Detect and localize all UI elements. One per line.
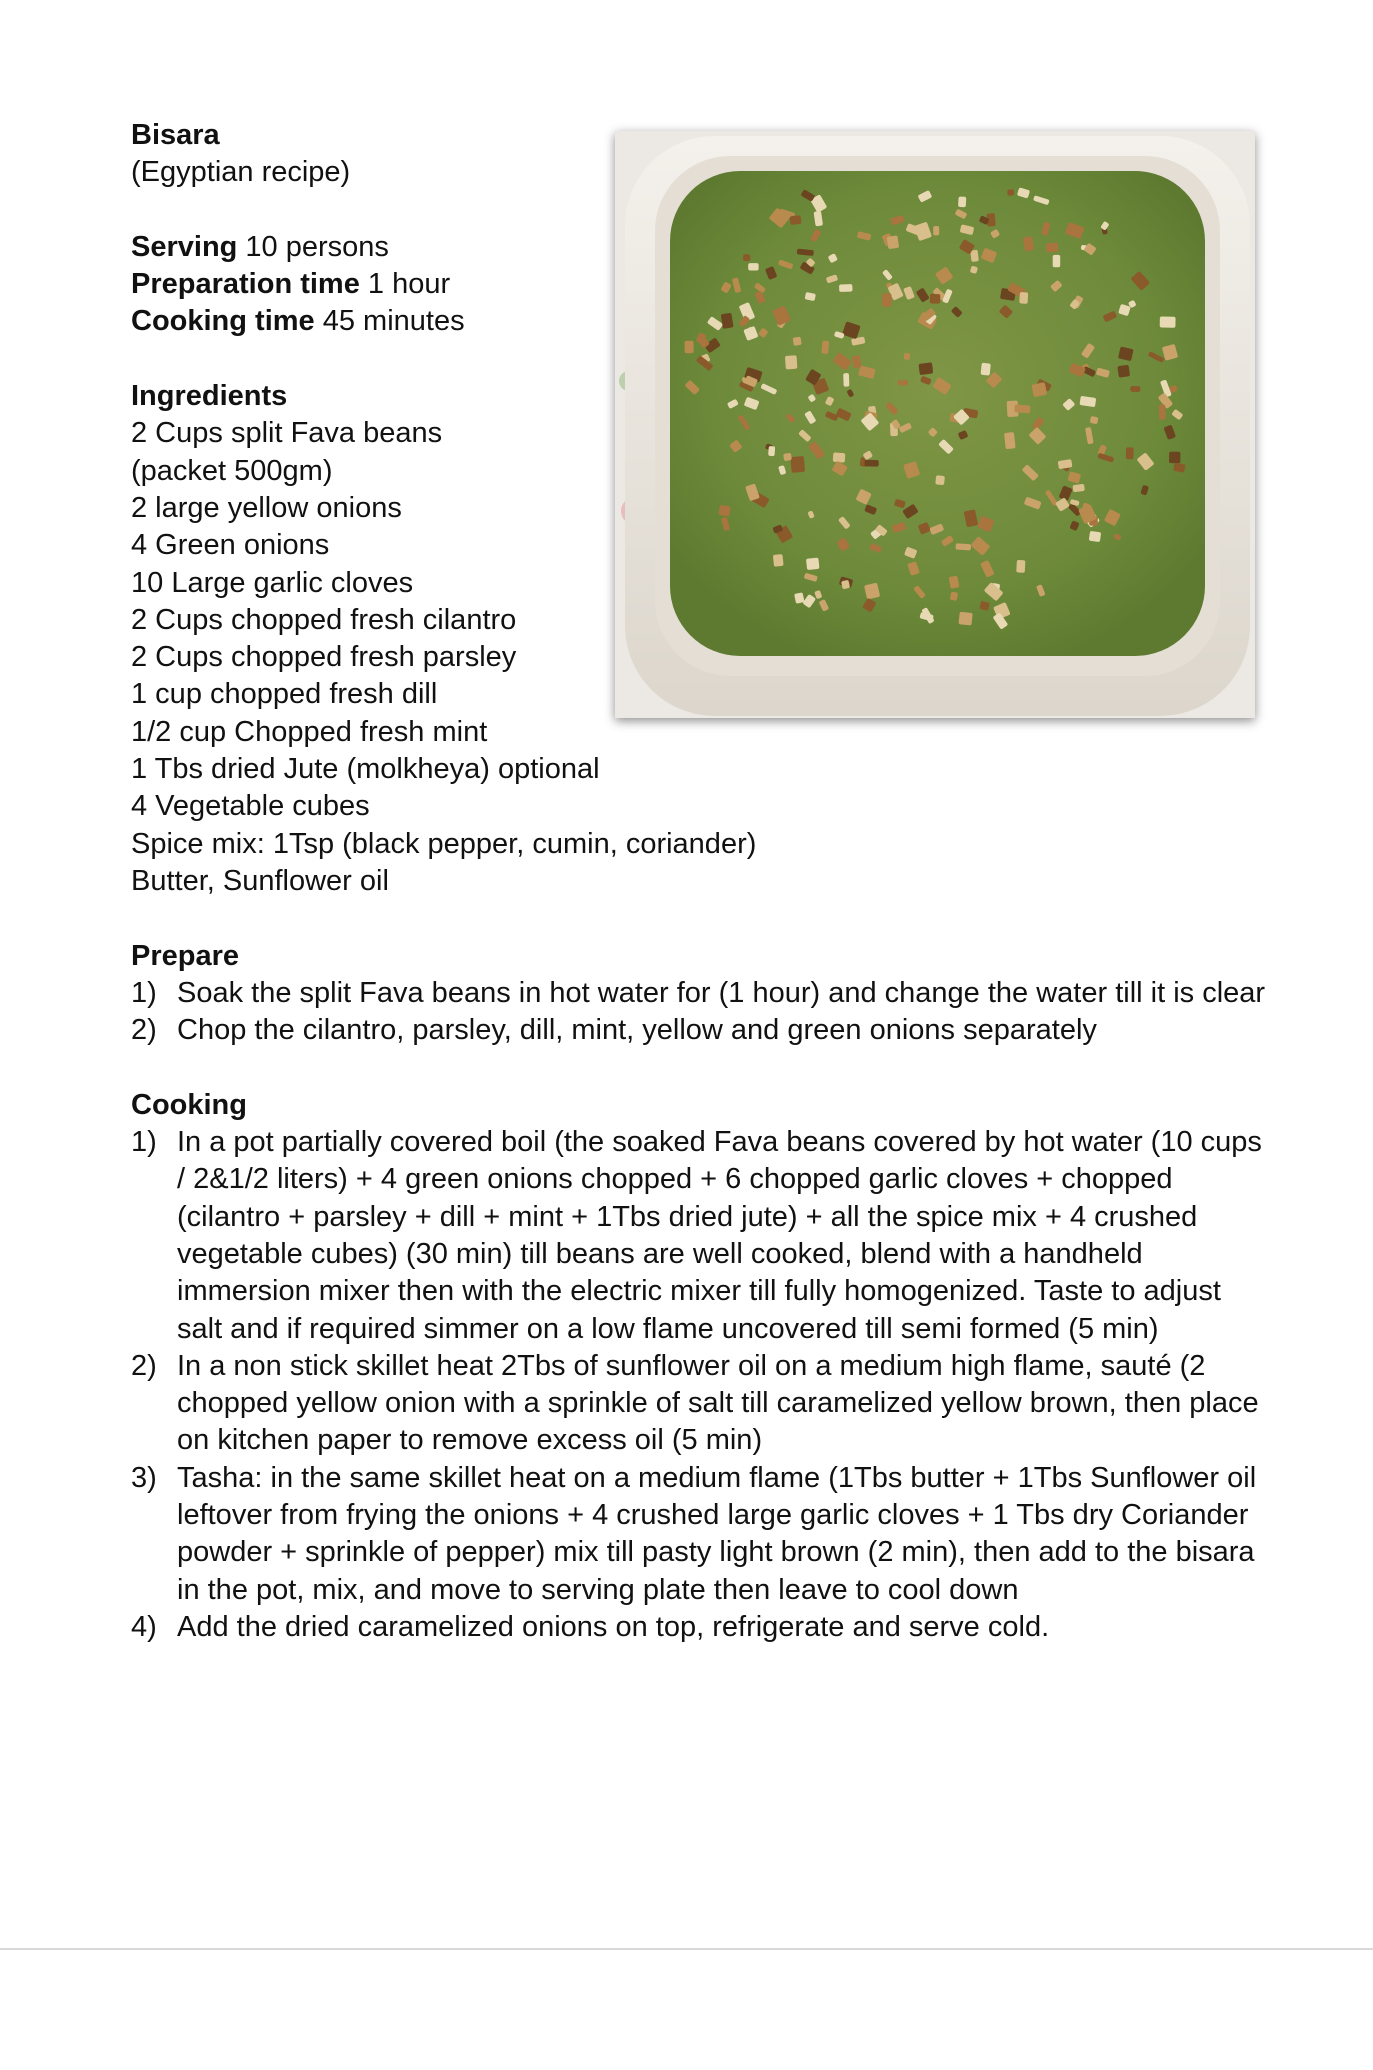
ingredient-item: 4 Green onions: [131, 529, 330, 562]
serving-value: 10 persons: [237, 230, 389, 263]
prep-time-value: 1 hour: [359, 268, 451, 301]
step-text: Add the dried caramelized onions on top, refrigerate and serve cold.: [177, 1610, 1050, 1643]
list-item: [131, 1012, 1271, 1049]
list-item: [131, 1348, 1271, 1460]
step-number: 1): [131, 1126, 157, 1159]
prepare-heading: Prepare: [131, 939, 240, 972]
recipe-title: Bisara: [131, 119, 220, 151]
page-bottom-edge: [0, 1948, 1373, 1950]
cook-time-label: Cooking time: [131, 305, 315, 338]
ingredient-item: 2 Cups chopped fresh cilantro: [131, 603, 517, 636]
step-number: 3): [131, 1461, 157, 1494]
ingredient-item: 10 Large garlic cloves: [131, 566, 414, 599]
prep-time-line: [131, 266, 1271, 303]
ingredients-list: [131, 415, 1271, 900]
list-item: [131, 1460, 1271, 1609]
list-item: [131, 1124, 1271, 1348]
ingredient-item: Butter, Sunflower oil: [131, 864, 389, 897]
list-item: [131, 1609, 1271, 1646]
step-text: Tasha: in the same skillet heat on a medium flame (1Tbs butter + 1Tbs Sunflower oil leftover from frying the onions + 4 crushed large garlic cloves + 1 Tbs dry Coriander powder + sprinkle of pepper) mix till pasty light brown (2 min), then add to the bisara in the pot, mix, and move to serving plate then leave to cool down: [177, 1461, 1257, 1606]
prepare-steps: [131, 975, 1271, 1050]
step-number: 1): [131, 976, 157, 1009]
ingredient-item: 2 large yellow onions: [131, 491, 402, 524]
step-number: 2): [131, 1349, 157, 1382]
cooking-steps: [131, 1124, 1271, 1646]
ingredient-item: 2 Cups split Fava beans: [131, 417, 443, 450]
prep-time-label: Preparation time: [131, 268, 360, 301]
ingredient-item: 1/2 cup Chopped fresh mint: [131, 715, 488, 748]
step-text: In a non stick skillet heat 2Tbs of sunflower oil on a medium high flame, sauté (2 chopped yellow onion with a sprinkle of salt till caramelized yellow brown, then place on kitchen paper to remove excess oil (5 min): [177, 1349, 1259, 1457]
ingredient-item: Spice mix: 1Tsp (black pepper, cumin, coriander): [131, 827, 757, 860]
step-number: 2): [131, 1014, 157, 1047]
recipe-text: [131, 117, 1271, 1646]
list-item: [131, 975, 1271, 1012]
recipe-subtitle: (Egyptian recipe): [131, 156, 351, 189]
cooking-heading: Cooking: [131, 1088, 247, 1121]
serving-line: [131, 229, 1271, 266]
ingredient-item: 1 cup chopped fresh dill: [131, 678, 438, 711]
cook-time-line: [131, 303, 1271, 340]
step-text: Chop the cilantro, parsley, dill, mint, yellow and green onions separately: [177, 1014, 1097, 1047]
step-text: Soak the split Fava beans in hot water for (1 hour) and change the water till it is clear: [177, 976, 1266, 1009]
step-number: 4): [131, 1610, 157, 1643]
ingredients-heading: Ingredients: [131, 380, 288, 413]
ingredient-item: 4 Vegetable cubes: [131, 790, 370, 823]
serving-label: Serving: [131, 230, 238, 263]
cook-time-value: 45 minutes: [314, 305, 465, 338]
ingredient-item: 2 Cups chopped fresh parsley: [131, 641, 517, 674]
step-text: In a pot partially covered boil (the soaked Fava beans covered by hot water (10 cups / 2&1/2 liters) + 4 green onions chopped + 6 chopped garlic cloves + chopped (cilantro + parsley + dill + mint + 1Tbs dried jute) + all the spice mix + 4 crushed vegetable cubes) (30 min) till beans are well cooked, blend with a handheld immersion mixer then with the electric mixer till fully homogenized. Taste to adjust salt and if required simmer on a low flame uncovered till semi formed (5 min): [177, 1126, 1262, 1345]
ingredient-item: (packet 500gm): [131, 454, 333, 487]
ingredient-item: 1 Tbs dried Jute (molkheya) optional: [131, 753, 600, 786]
